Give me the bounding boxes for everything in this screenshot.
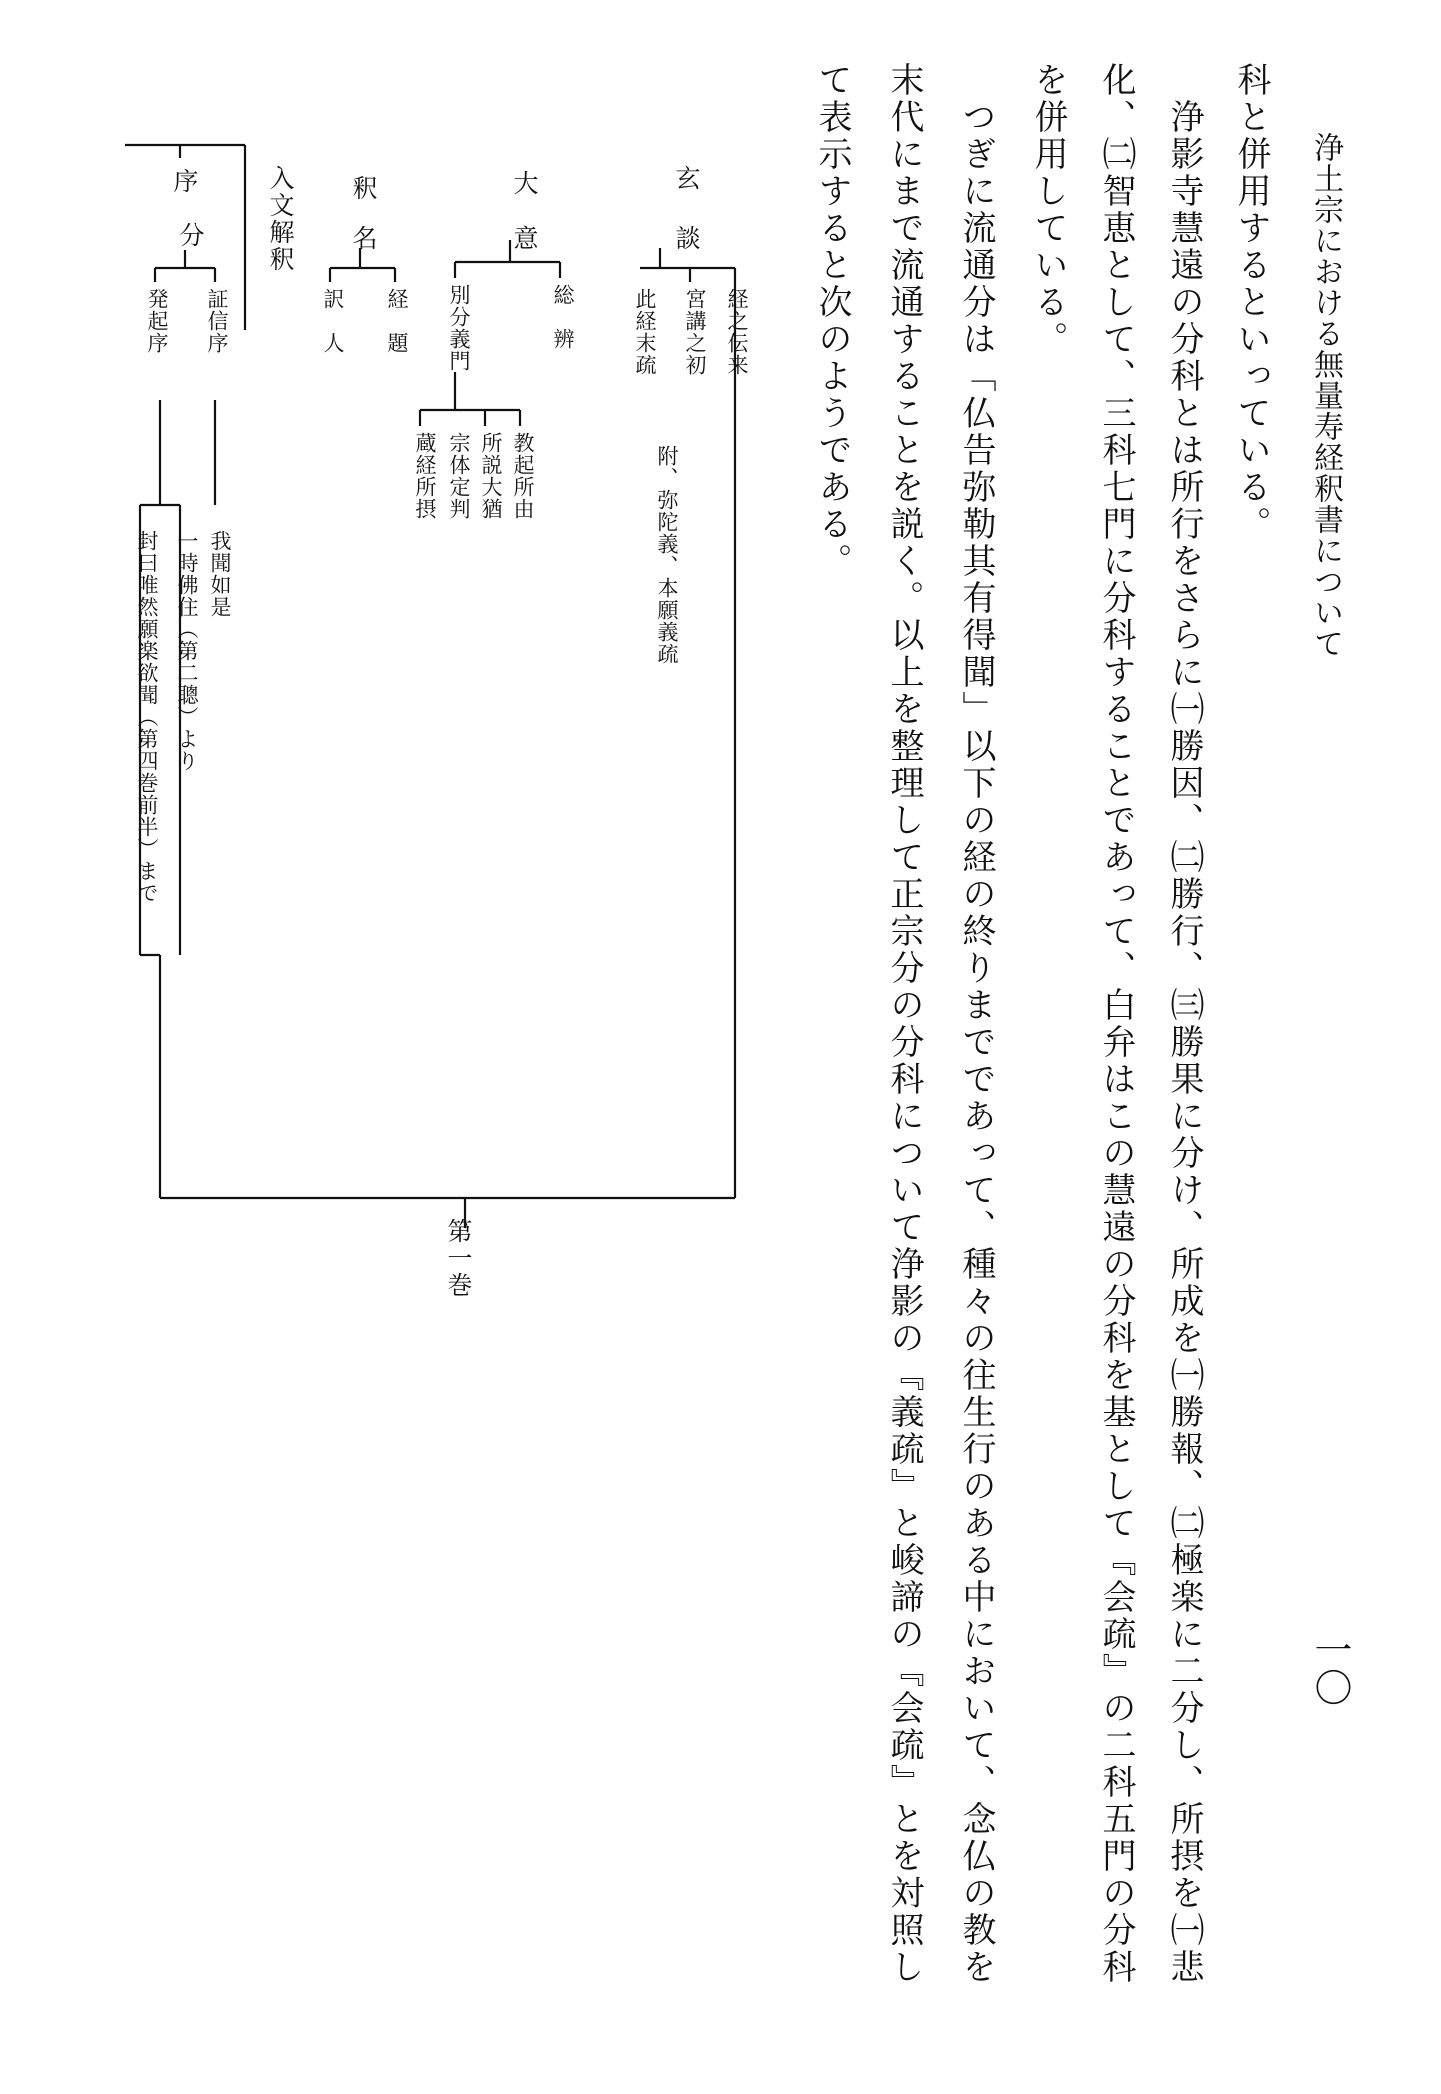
shakumyo-label-2: 名 [349, 225, 378, 252]
gendan-label: 玄 [672, 165, 701, 192]
gendan-item-2: 宮講之初 [683, 288, 707, 376]
shakumyo-item-2: 訳 人 [321, 288, 345, 354]
running-header: 浄土宗における無量寿経釈書について [1308, 132, 1343, 659]
shakumyo-label: 釈 [349, 175, 378, 202]
body-line-5: つぎに流通分は「仏告弥勒其有得聞」以下の経の終りまでであって、種々の往生行のある中において、念仏の教を [956, 62, 996, 1986]
volume-label: 第一巻 [444, 1218, 473, 1299]
gendan-note: 附、弥陀義、本願義疏 [655, 445, 679, 665]
daii-item-2: 所説大猶 [479, 432, 503, 520]
gendan-item-1: 経之伝来 [725, 288, 749, 376]
jo-sub-2: 発起序 [145, 288, 169, 354]
gendan-item-3: 此経末疏 [633, 288, 657, 376]
gendan-label-2: 談 [672, 225, 701, 252]
daii-sub-2: 別分義門 [447, 284, 471, 372]
page-number: 一〇 [1308, 1630, 1352, 1706]
body-line-3: 化、㈡智恵として、三科七門に分科することであって、白弁はこの慧遠の分科を基として『会疏』の二科五門の分科 [1096, 62, 1136, 1986]
daii-label: 大 [510, 170, 539, 197]
daii-item-1: 教起所由 [511, 432, 535, 520]
jobun-label: 序 [170, 168, 199, 195]
daii-item-3: 宗体定判 [447, 432, 471, 520]
daii-item-4: 蔵経所摂 [413, 432, 437, 520]
nyumon-label: 入文解釈 [266, 165, 295, 273]
body-line-7: て表示すると次のようである。 [812, 62, 852, 580]
body-line-1: 科と併用するといっている。 [1231, 62, 1271, 543]
jo-range-2: 一時佛住（第二聰）より [175, 530, 199, 772]
body-line-6: 末代にまで流通することを説く。以上を整理して正宗分の分科について浄影の『義疏』と峻諦の『会疏』とを対照し [884, 62, 924, 1986]
body-line-2: 浄影寺慧遠の分科とは所行をさらに㈠勝因、㈡勝行、㈢勝果に分け、所成を㈠勝報、㈡極楽に二分し、所摂を㈠悲 [1164, 62, 1204, 1986]
jo-range-1: 我聞如是 [208, 530, 232, 618]
jo-range-3: 封曰唯然願楽欲聞（第四巻前半）まで [135, 530, 159, 904]
daii-sub-1: 総 辨 [551, 284, 575, 350]
jobun-label-2: 分 [176, 222, 205, 249]
jo-sub-1: 証信序 [205, 288, 229, 354]
daii-label-2: 意 [510, 225, 539, 252]
body-line-4: を併用している。 [1028, 62, 1068, 358]
shakumyo-item-1: 経 題 [385, 288, 409, 354]
